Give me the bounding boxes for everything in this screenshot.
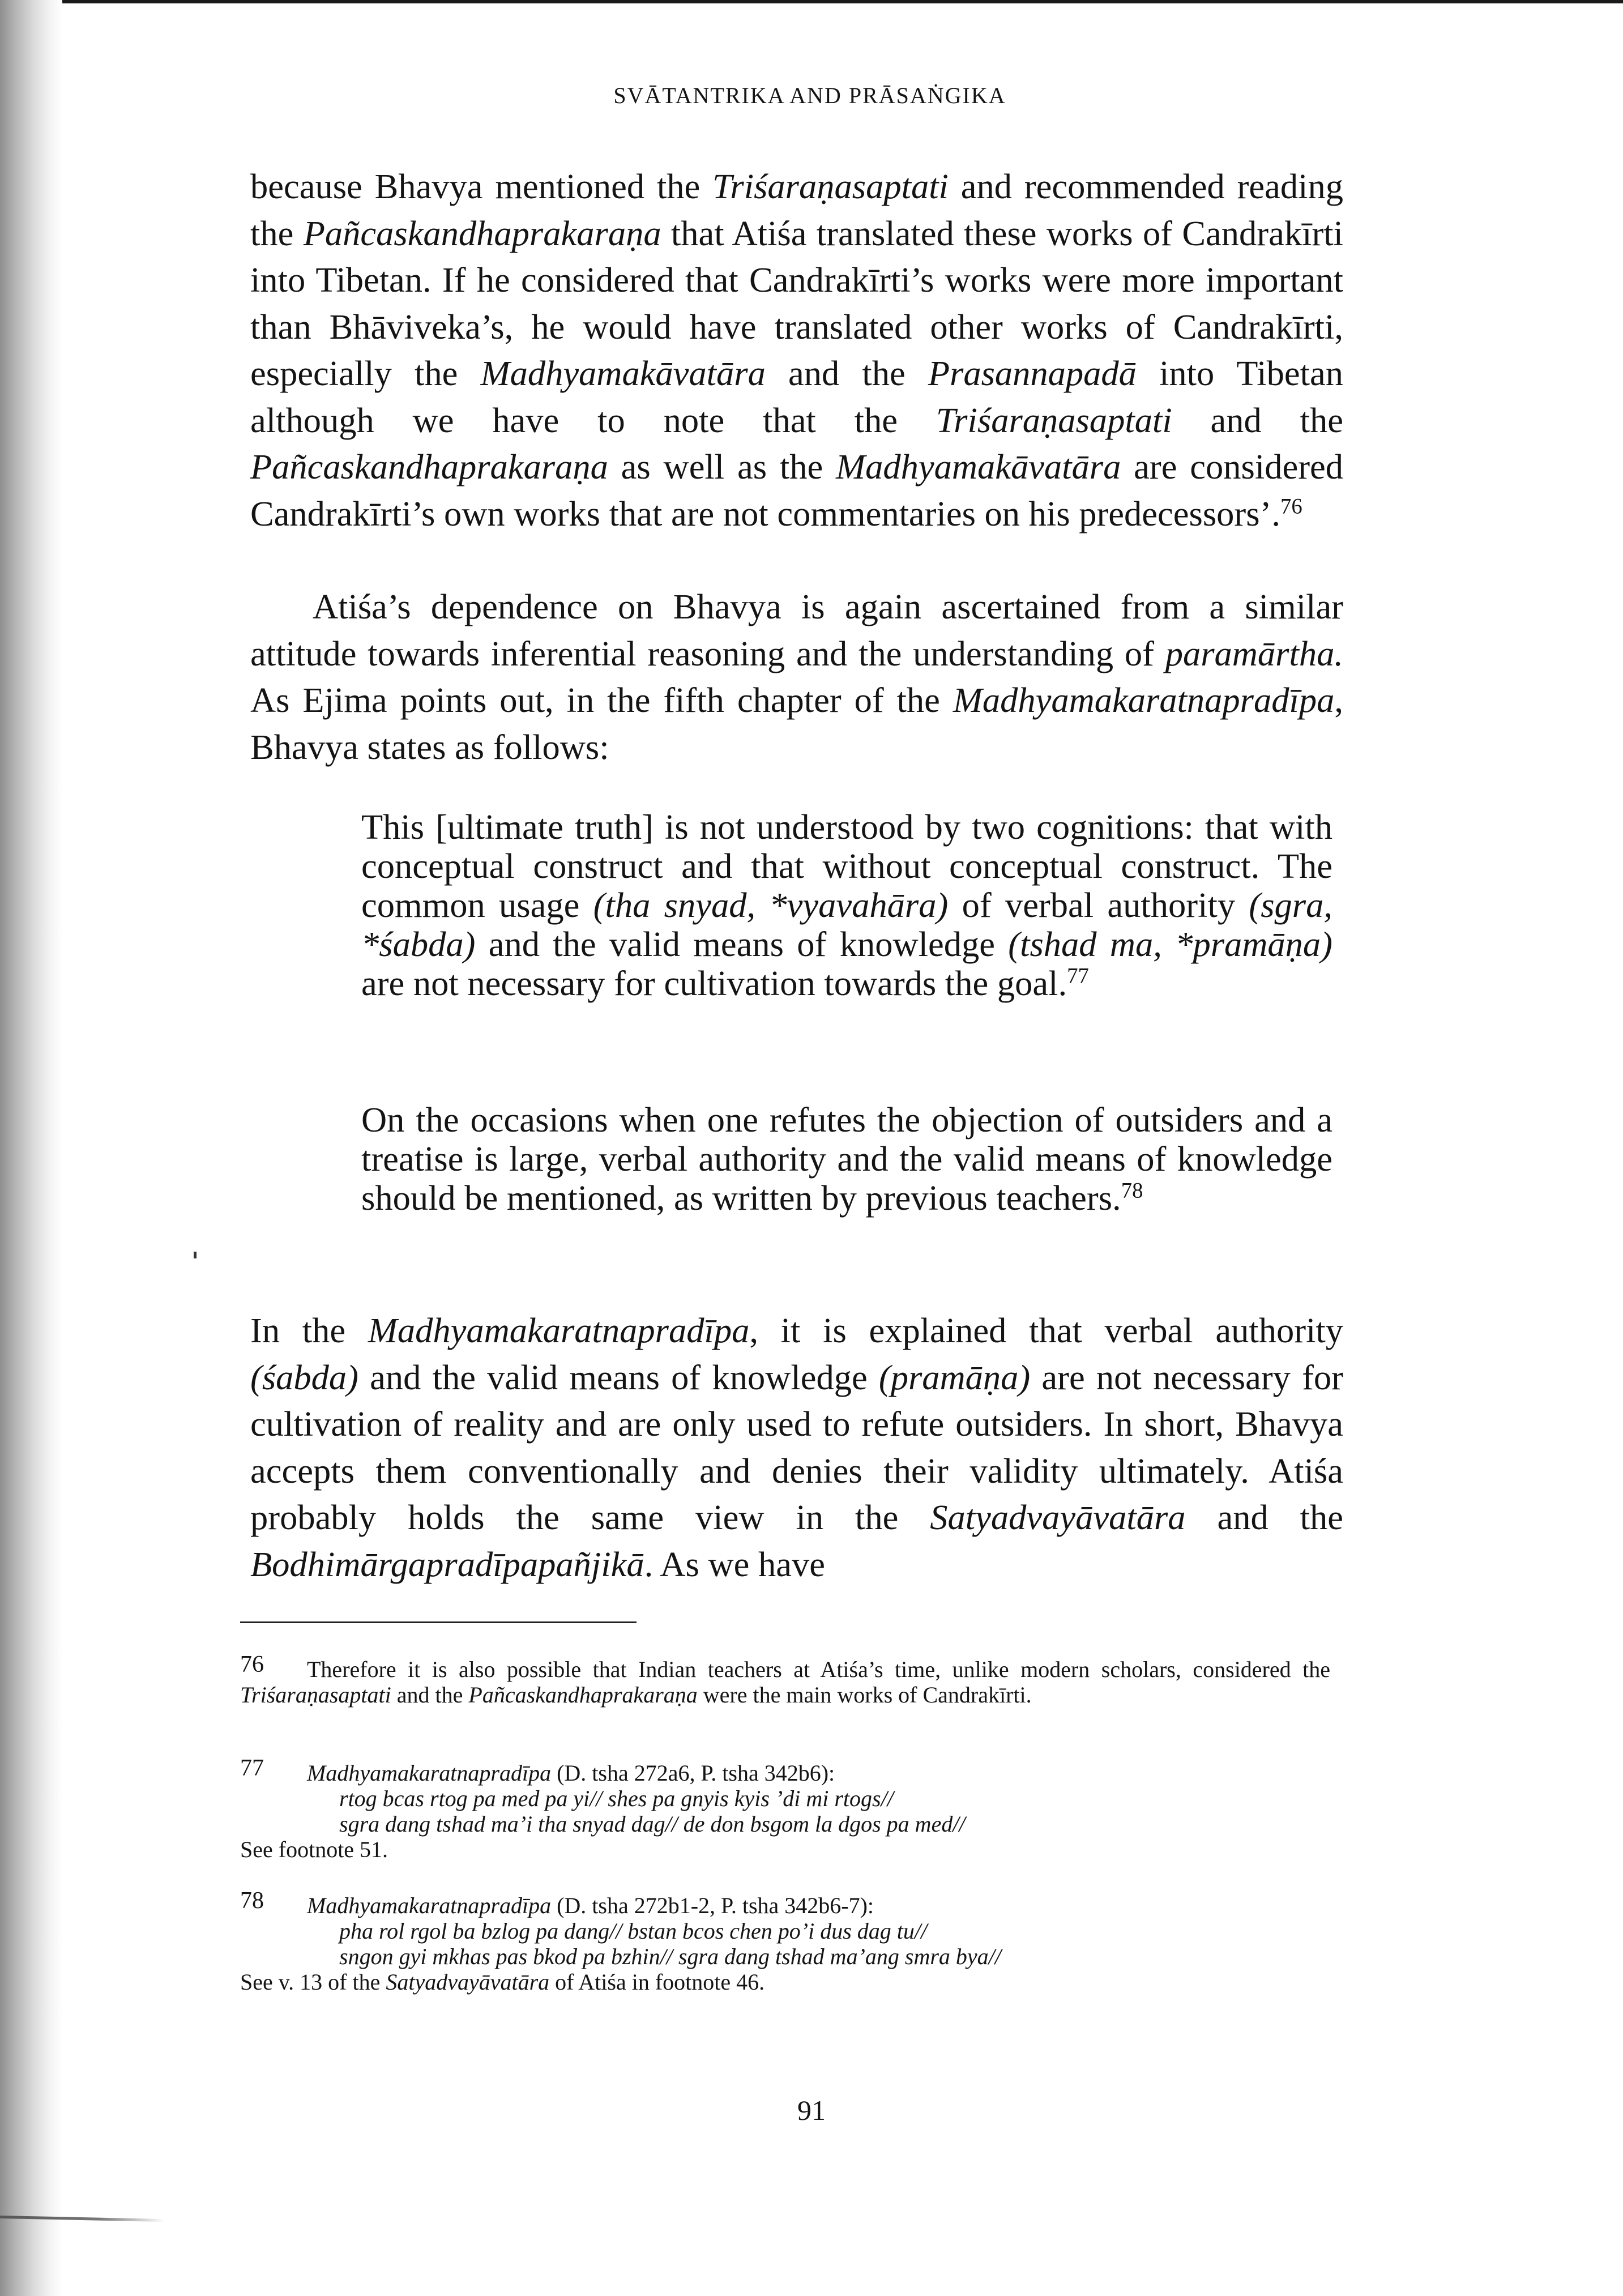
paragraph-1: because Bhavya mentioned the Triśaraṇasaptati and recommended reading the Pañcaskandhaprakaraṇa that Atiśa translated these works of Candrakīrti into Tibetan. If he considered that Candrakīrti’s works were more important than Bhāviveka’s, he would have translated other works of Candrakīrti, especially the Madhyamakāvatāra and the Prasannapadā into Tibetan although we have to note that the Triśaraṇasaptati and the Pañcaskandhaprakaraṇa as well as the Madhyamakāvatāra are considered Candrakīrti’s own works that are not commentaries on his predecessors’.$^{76}$ xyxy=(250,167,1344,534)
footnote-76 xyxy=(240,1651,1330,1708)
page-number: 91 xyxy=(797,2094,826,2126)
footnote-number: 77 xyxy=(240,1755,264,1781)
footnote-number: 76 xyxy=(240,1651,264,1678)
footnote-verse-line: rtog bcas rtog pa med pa yi// shes pa gnyis kyis ’di mi rtogs// xyxy=(339,1786,894,1811)
footnote-citation: Madhyamakaratnapradīpa (D. tsha 272b1-2, P. tsha 342b6-7): xyxy=(307,1893,874,1918)
footnote-verse-line: sgra dang tshad ma’i tha snyad dag// de don bsgom la dgos pa med// xyxy=(339,1811,966,1837)
footnote-verse-line: pha rol rgol ba bzlog pa dang// bstan bcos chen po’i dus dag tu// xyxy=(339,1918,928,1944)
stray-mark xyxy=(194,1252,197,1258)
running-head: SVĀTANTRIKA AND PRĀSAṄGIKA xyxy=(613,83,1006,108)
footnote-78 xyxy=(240,1888,1330,1995)
footnote-ref-78[interactable]: 78 xyxy=(1121,1178,1143,1203)
footnote-text: Therefore it is also possible that Indian teachers at Atiśa’s time, unlike modern scholars, considered the Triśaraṇasaptati and the Pañcaskandhaprakaraṇa were the main works of Candrakīrti. xyxy=(240,1657,1330,1708)
footnote-crossref: See v. 13 of the Satyadvayāvatāra of Atiśa in footnote 46. xyxy=(240,1969,765,1995)
footnote-citation: Madhyamakaratnapradīpa (D. tsha 272a6, P. tsha 342b6): xyxy=(307,1760,835,1786)
footnote-separator xyxy=(240,1621,637,1623)
footnote-number: 78 xyxy=(240,1888,264,1914)
footnote-crossref: See footnote 51. xyxy=(240,1837,388,1862)
paragraph-3: In the Madhyamakaratnapradīpa, it is explained that verbal authority (śabda) and the valid means of knowledge (pramāṇa) are not necessary for cultivation of reality and are only used to refute outsiders. In short, Bhavya accepts them conventionally and denies their validity ultimately. Atiśa probably holds the same view in the Satyadvayāvatāra and the Bodhimārgapradīpapañjikā. As we have xyxy=(250,1311,1343,1584)
binding-shadow xyxy=(0,0,62,2296)
footnote-ref-77[interactable]: 77 xyxy=(1067,963,1089,988)
footnote-77 xyxy=(240,1755,1330,1862)
block-quote-1: This [ultimate truth] is not understood by two cognitions: that with conceptual construct and that without conceptual construct. The common usage (tha snyad, *vyavahāra) of verbal authority (sgra, *śabda) and the valid means of knowledge (tshad ma, *pramāṇa) are not necessary for cultivation towards the goal.$^{77}$ xyxy=(361,807,1332,1003)
block-quote-2: On the occasions when one refutes the objection of outsiders and a treatise is large, verbal authority and the valid means of knowledge should be mentioned, as written by previous teachers.$^{78}$ xyxy=(361,1100,1332,1218)
footnote-verse-line: sngon gyi mkhas pas bkod pa bzhin// sgra dang tshad ma’ang smra bya// xyxy=(339,1944,1001,1969)
footnote-ref-76[interactable]: 76 xyxy=(1280,494,1302,519)
top-edge-line xyxy=(0,0,1623,3)
paragraph-2: Atiśa’s dependence on Bhavya is again ascertained from a similar attitude towards inferential reasoning and the understanding of paramārtha. As Ejima points out, in the fifth chapter of the Madhyamakaratnapradīpa, Bhavya states as follows: xyxy=(250,587,1343,767)
